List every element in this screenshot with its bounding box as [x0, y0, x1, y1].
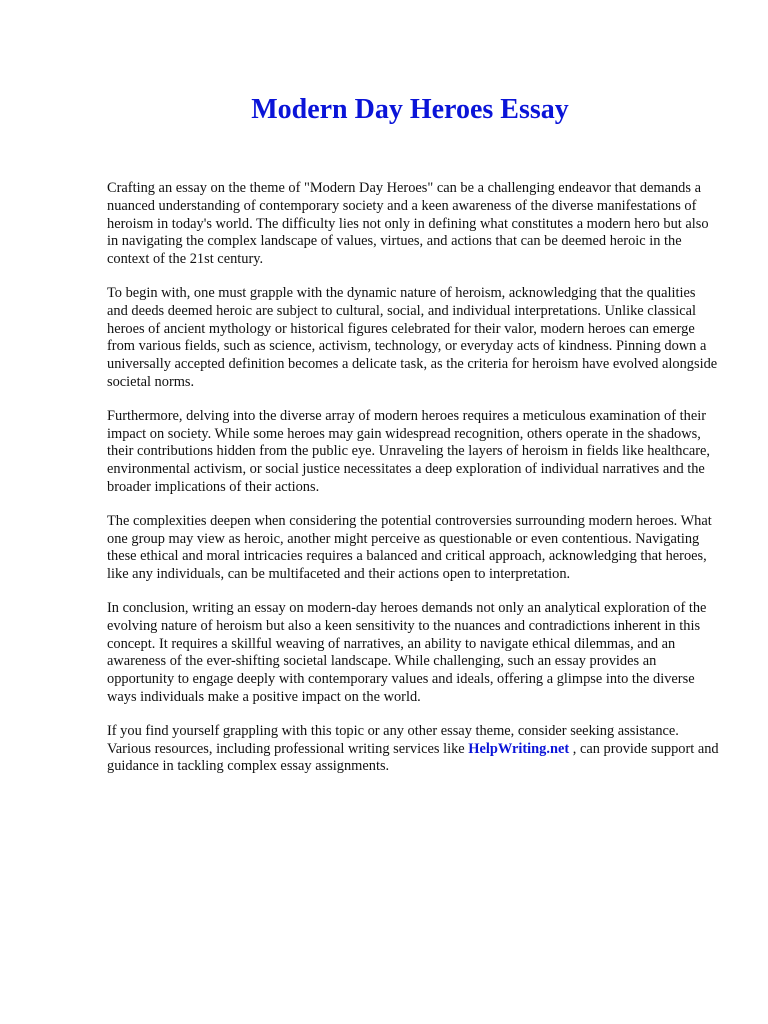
paragraph-controversies: The complexities deepen when considering the potential controversies surrounding modern heroes. What one group may view as heroic, another might perceive as questionable or even contentious. Navigating these ethical and moral intricacies requires a balanced and critical approach, acknowledging that heroes, like any individuals, can be multifaceted and their actions open to interpretation.	[107, 512, 712, 583]
essay-body	[107, 180, 719, 792]
paragraph-closing	[107, 723, 719, 776]
closing-text-after-link: , can provide support and guidance in tackling complex essay assignments.	[107, 740, 719, 775]
helpwriting-link[interactable]: HelpWriting.net	[468, 740, 570, 757]
paragraph-intro: Crafting an essay on the theme of "Modern Day Heroes" can be a challenging endeavor that demands a nuanced understanding of contemporary society and a keen awareness of the diverse manifestations of heroism in today's world. The difficulty lies not only in defining what constitutes a modern hero but also in navigating the complex landscape of values, virtues, and actions that can be deemed heroic in the context of the 21st century.	[107, 180, 709, 268]
paragraph-conclusion: In conclusion, writing an essay on modern-day heroes demands not only an analytical exploration of the evolving nature of heroism but also a keen sensitivity to the nuances and contradictions inherent in this concept. It requires a skillful weaving of narratives, an ability to navigate ethical dilemmas, and an awareness of the ever-shifting societal landscape. While challenging, such an essay provides an opportunity to engage deeply with contemporary values and ideals, offering a glimpse into the diverse ways individuals make a positive impact on the world.	[107, 599, 707, 705]
page-title: Modern Day Heroes Essay	[251, 94, 569, 125]
paragraph-diverse-array: Furthermore, delving into the diverse array of modern heroes requires a meticulous examination of their impact on society. While some heroes may gain widespread recognition, others operate in the shadows, their contributions hidden from the public eye. Unraveling the layers of heroism in fields like healthcare, environmental activism, or social justice necessitates a deep exploration of individual narratives and the broader implications of their actions.	[107, 407, 711, 495]
closing-text-before-link: If you find yourself grappling with this topic or any other essay theme, consider seeking assistance. Various resources, including professional writing services like	[107, 722, 679, 757]
paragraph-dynamic-nature: To begin with, one must grapple with the dynamic nature of heroism, acknowledging that the qualities and deeds deemed heroic are subject to cultural, social, and individual interpretations. Unlike classical heroes of ancient mythology or historical figures celebrated for their valor, modern heroes can emerge from various fields, such as science, activism, technology, or everyday acts of kindness. Pinning down a universally accepted definition becomes a delicate task, as the criteria for heroism have evolved alongside societal norms.	[107, 284, 718, 390]
